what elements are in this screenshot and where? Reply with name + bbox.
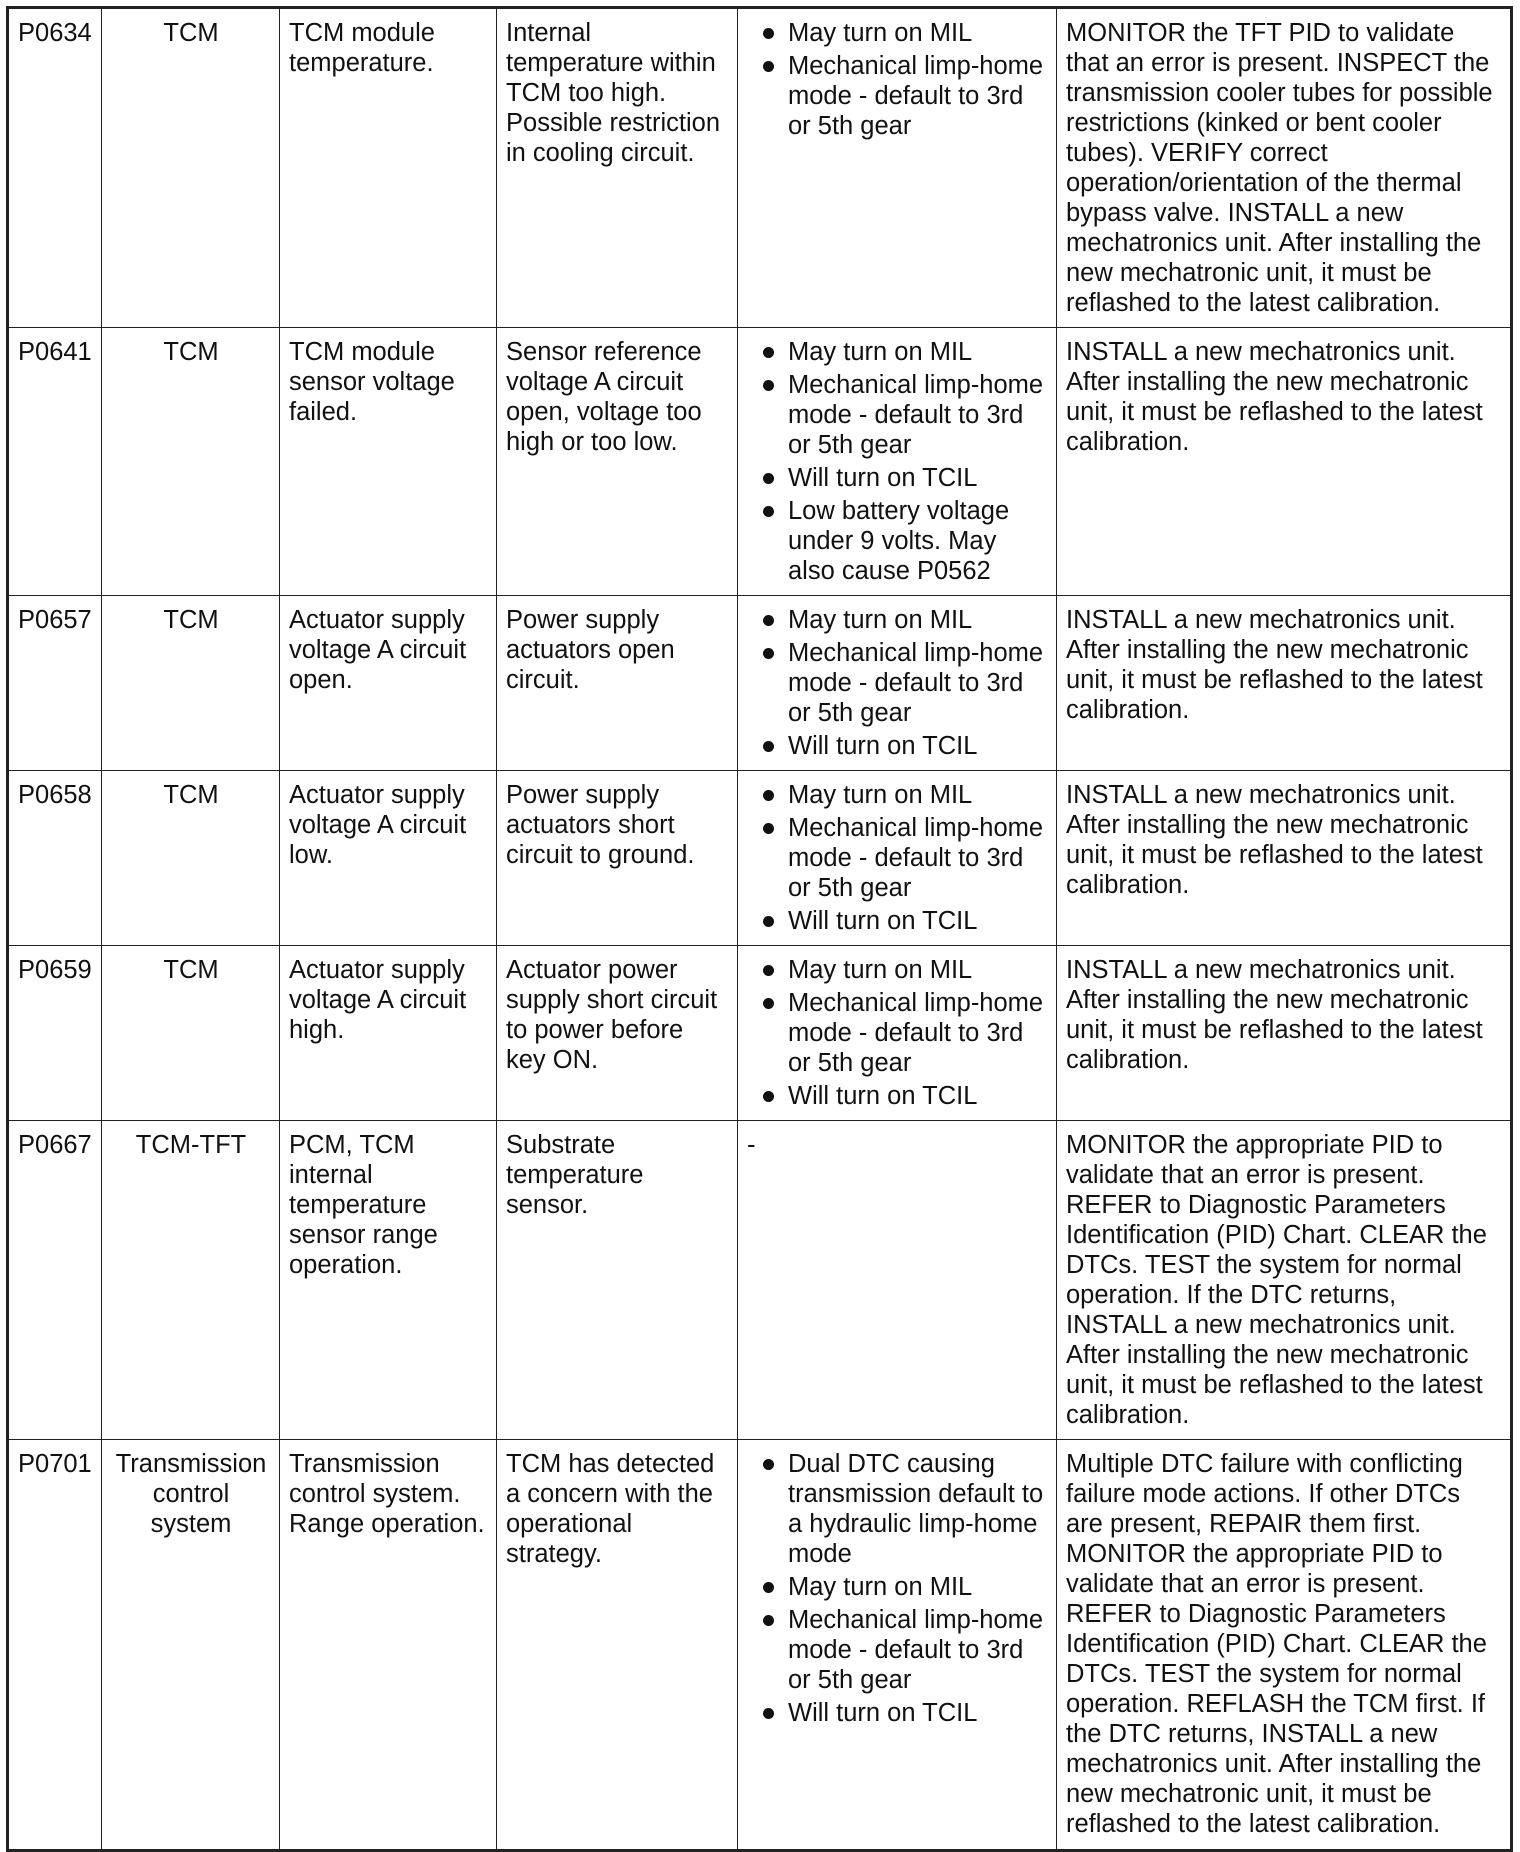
module-cell: TCM-TFT	[102, 1121, 280, 1440]
module-cell: TCM	[102, 596, 280, 771]
description-cell: Actuator supply voltage A circuit open.	[280, 596, 497, 771]
symptoms-cell	[738, 771, 1057, 946]
dtc-code-cell: P0641	[8, 328, 102, 596]
condition-cell: Power supply actuators open circuit.	[497, 596, 738, 771]
action-cell: INSTALL a new mechatronics unit. After installing the new mechatronic unit, it must be reflashed to the latest calibration.	[1057, 596, 1512, 771]
symptom-item: Mechanical limp-home mode - default to 3rd or 5th gear	[747, 51, 1048, 141]
description-cell: Actuator supply voltage A circuit high.	[280, 946, 497, 1121]
condition-cell: Internal temperature within TCM too high. Possible restriction in cooling circuit.	[497, 8, 738, 328]
symptoms-cell	[738, 8, 1057, 328]
symptom-list	[747, 955, 1048, 1111]
dtc-code-cell: P0658	[8, 771, 102, 946]
dtc-code-cell: P0667	[8, 1121, 102, 1440]
dtc-table-body	[8, 8, 1512, 1851]
description-cell: TCM module sensor voltage failed.	[280, 328, 497, 596]
action-cell: INSTALL a new mechatronics unit. After installing the new mechatronic unit, it must be reflashed to the latest calibration.	[1057, 328, 1512, 596]
symptom-list	[747, 780, 1048, 936]
dtc-code-cell: P0634	[8, 8, 102, 328]
table-row	[8, 1121, 1512, 1440]
description-cell: PCM, TCM internal temperature sensor range operation.	[280, 1121, 497, 1440]
symptom-list	[747, 605, 1048, 761]
module-cell: Transmission control system	[102, 1440, 280, 1851]
symptoms-cell	[738, 596, 1057, 771]
symptom-item: Mechanical limp-home mode - default to 3rd or 5th gear	[747, 370, 1048, 460]
symptom-list	[747, 337, 1048, 586]
table-row	[8, 8, 1512, 328]
dtc-code-cell: P0701	[8, 1440, 102, 1851]
condition-cell: Substrate temperature sensor.	[497, 1121, 738, 1440]
symptom-item: Mechanical limp-home mode - default to 3rd or 5th gear	[747, 638, 1048, 728]
action-cell: MONITOR the TFT PID to validate that an error is present. INSPECT the transmission cooler tubes for possible restrictions (kinked or bent cooler tubes). VERIFY correct operation/orientation of the thermal bypass valve. INSTALL a new mechatronics unit. After installing the new mechatronic unit, it must be reflashed to the latest calibration.	[1057, 8, 1512, 328]
module-cell: TCM	[102, 946, 280, 1121]
symptom-item: Will turn on TCIL	[747, 1081, 1048, 1111]
module-cell: TCM	[102, 8, 280, 328]
table-row	[8, 946, 1512, 1121]
action-cell: Multiple DTC failure with conflicting failure mode actions. If other DTCs are present, REPAIR them first. MONITOR the appropriate PID to validate that an error is present. REFER to Diagnostic Parameters Identification (PID) Chart. CLEAR the DTCs. TEST the system for normal operation. REFLASH the TCM first. If the DTC returns, INSTALL a new mechatronics unit. After installing the new mechatronic unit, it must be reflashed to the latest calibration.	[1057, 1440, 1512, 1851]
module-cell: TCM	[102, 771, 280, 946]
condition-cell: Actuator power supply short circuit to power before key ON.	[497, 946, 738, 1121]
description-cell: Actuator supply voltage A circuit low.	[280, 771, 497, 946]
action-cell: MONITOR the appropriate PID to validate that an error is present. REFER to Diagnostic Parameters Identification (PID) Chart. CLEAR the DTCs. TEST the system for normal operation. If the DTC returns, INSTALL a new mechatronics unit. After installing the new mechatronic unit, it must be reflashed to the latest calibration.	[1057, 1121, 1512, 1440]
symptoms-cell	[738, 1121, 1057, 1440]
symptom-item: May turn on MIL	[747, 18, 1048, 48]
description-cell: TCM module temperature.	[280, 8, 497, 328]
symptom-item: May turn on MIL	[747, 780, 1048, 810]
symptom-item: Will turn on TCIL	[747, 731, 1048, 761]
table-row	[8, 1440, 1512, 1851]
dtc-table	[6, 6, 1513, 1852]
condition-cell: Power supply actuators short circuit to ground.	[497, 771, 738, 946]
symptom-item: Mechanical limp-home mode - default to 3rd or 5th gear	[747, 988, 1048, 1078]
condition-cell: TCM has detected a concern with the operational strategy.	[497, 1440, 738, 1851]
table-row	[8, 596, 1512, 771]
symptom-item: Will turn on TCIL	[747, 1698, 1048, 1728]
symptom-item: May turn on MIL	[747, 955, 1048, 985]
symptom-item: Will turn on TCIL	[747, 906, 1048, 936]
description-cell: Transmission control system. Range operation.	[280, 1440, 497, 1851]
symptom-item: May turn on MIL	[747, 605, 1048, 635]
symptom-list	[747, 1449, 1048, 1728]
symptoms-cell	[738, 946, 1057, 1121]
symptom-placeholder: -	[747, 1131, 756, 1159]
symptoms-cell	[738, 328, 1057, 596]
symptom-list	[747, 18, 1048, 141]
symptoms-cell	[738, 1440, 1057, 1851]
symptom-item: May turn on MIL	[747, 1572, 1048, 1602]
action-cell: INSTALL a new mechatronics unit. After installing the new mechatronic unit, it must be reflashed to the latest calibration.	[1057, 771, 1512, 946]
symptom-item: Low battery voltage under 9 volts. May also cause P0562	[747, 496, 1048, 586]
dtc-code-cell: P0659	[8, 946, 102, 1121]
symptom-item: Will turn on TCIL	[747, 463, 1048, 493]
dtc-code-cell: P0657	[8, 596, 102, 771]
symptom-item: Dual DTC causing transmission default to a hydraulic limp-home mode	[747, 1449, 1048, 1569]
symptom-item: Mechanical limp-home mode - default to 3rd or 5th gear	[747, 1605, 1048, 1695]
table-row	[8, 771, 1512, 946]
action-cell: INSTALL a new mechatronics unit. After installing the new mechatronic unit, it must be reflashed to the latest calibration.	[1057, 946, 1512, 1121]
condition-cell: Sensor reference voltage A circuit open, voltage too high or too low.	[497, 328, 738, 596]
symptom-item: May turn on MIL	[747, 337, 1048, 367]
table-row	[8, 328, 1512, 596]
symptom-item: Mechanical limp-home mode - default to 3rd or 5th gear	[747, 813, 1048, 903]
module-cell: TCM	[102, 328, 280, 596]
